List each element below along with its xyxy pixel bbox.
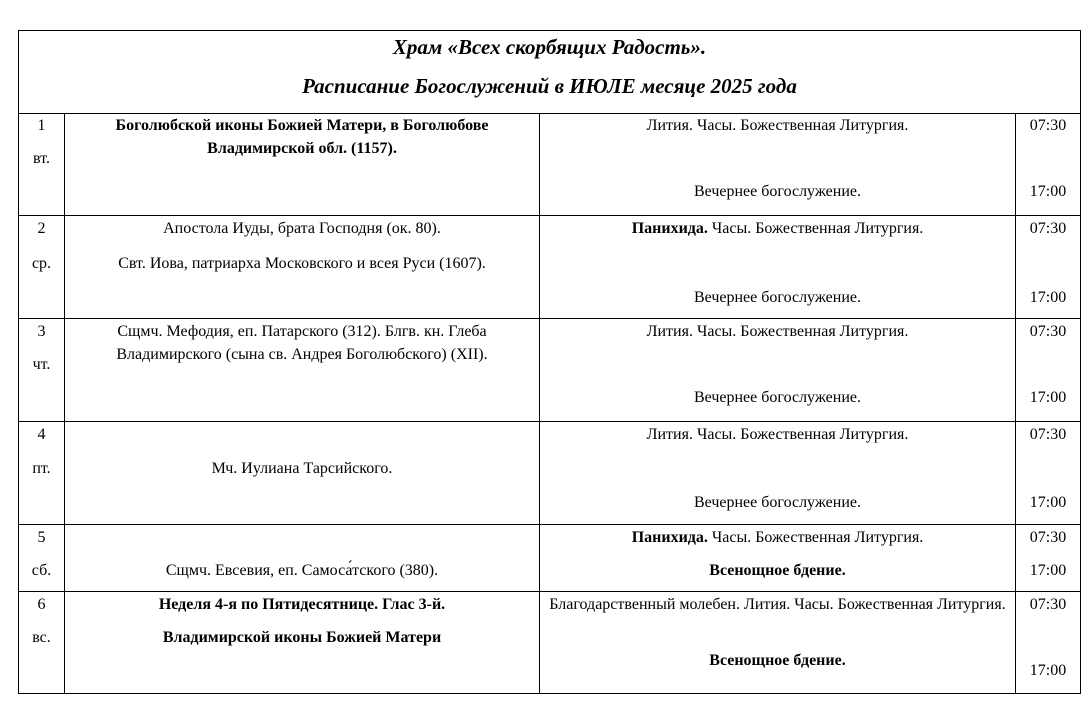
day-cell xyxy=(19,592,65,694)
day-number: 6 xyxy=(37,596,46,613)
feast-cell xyxy=(65,592,540,694)
weekday: чт. xyxy=(32,356,51,373)
feast-text: Неделя 4-я по Пятидесятнице. Глас 3-й. xyxy=(158,596,446,613)
services-cell xyxy=(540,319,1016,421)
service-line: Благодарственный молебен. Лития. Часы. Божественная Литургия. xyxy=(549,596,1006,613)
service-time: 17:00 xyxy=(1029,289,1067,306)
service-time: 07:30 xyxy=(1029,117,1067,134)
day-number: 2 xyxy=(37,220,46,237)
service-time: 07:30 xyxy=(1029,596,1067,613)
table-header xyxy=(19,31,1080,114)
feast-text: Свт. Иова, патриарха Московского и всея Руси (1607). xyxy=(118,255,486,272)
day-cell xyxy=(19,422,65,524)
service-line: Всенощное бдение. xyxy=(709,562,846,579)
day-cell xyxy=(19,525,65,591)
feast-cell xyxy=(65,319,540,421)
service-time: 07:30 xyxy=(1029,220,1067,237)
weekday: вс. xyxy=(32,629,51,646)
weekday: вт. xyxy=(33,150,50,167)
schedule-title: Расписание Богослужений в ИЮЛЕ месяце 2025 года xyxy=(302,74,797,98)
time-cell xyxy=(1016,422,1080,524)
table-row xyxy=(19,592,1080,694)
feast-text: Мч. Иулиана Тарсийского. xyxy=(211,460,393,477)
services-cell xyxy=(540,216,1016,318)
service-line: Лития. Часы. Божественная Литургия. xyxy=(646,426,909,443)
service-time: 17:00 xyxy=(1029,389,1067,406)
services-cell xyxy=(540,422,1016,524)
service-time: 17:00 xyxy=(1029,562,1067,579)
table-row xyxy=(19,319,1080,422)
service-line: Панихида. Часы. Божественная Литургия. xyxy=(631,529,924,546)
feast-text: Апостола Иуды, брата Господня (ок. 80). xyxy=(163,220,441,237)
service-line: Лития. Часы. Божественная Литургия. xyxy=(646,323,909,340)
feast-text: Владимирской иконы Божией Матери xyxy=(162,629,442,646)
day-cell xyxy=(19,319,65,421)
table-row xyxy=(19,525,1080,592)
weekday: ср. xyxy=(31,255,52,272)
time-cell xyxy=(1016,216,1080,318)
services-cell xyxy=(540,592,1016,694)
time-cell xyxy=(1016,319,1080,421)
service-time: 07:30 xyxy=(1029,529,1067,546)
service-line: Вечернее богослужение. xyxy=(693,494,862,511)
feast-cell xyxy=(65,422,540,524)
weekday: пт. xyxy=(32,460,51,477)
day-number: 5 xyxy=(37,529,46,546)
time-cell xyxy=(1016,525,1080,591)
time-cell xyxy=(1016,113,1080,215)
service-line: Панихида. Часы. Божественная Литургия. xyxy=(631,220,924,237)
day-cell xyxy=(19,113,65,215)
service-line: Лития. Часы. Божественная Литургия. xyxy=(646,117,909,134)
feast-cell xyxy=(65,216,540,318)
time-cell xyxy=(1016,592,1080,694)
day-number: 3 xyxy=(37,323,46,340)
table-row xyxy=(19,422,1080,525)
day-number: 4 xyxy=(37,426,46,443)
day-number: 1 xyxy=(37,117,46,134)
schedule-table xyxy=(18,30,1081,694)
service-time: 17:00 xyxy=(1029,662,1067,679)
church-title: Храм «Всех скорбящих Радость». xyxy=(392,35,707,59)
service-time: 07:30 xyxy=(1029,426,1067,443)
service-line: Вечернее богослужение. xyxy=(693,389,862,406)
services-cell xyxy=(540,525,1016,591)
table-row xyxy=(19,216,1080,319)
service-time: 17:00 xyxy=(1029,183,1067,200)
table-row xyxy=(19,113,1080,216)
feast-text: Боголюбской иконы Божией Матери, в Боголюбове Владимирской обл. (1157). xyxy=(115,117,489,157)
services-cell xyxy=(540,113,1016,215)
feast-cell xyxy=(65,113,540,215)
weekday: сб. xyxy=(31,562,52,579)
service-time: 07:30 xyxy=(1029,323,1067,340)
feast-text: Сщмч. Мефодия, еп. Патарского (312). Блгв. кн. Глеба Владимирского (сына св. Андрея Боголюбского) (XII). xyxy=(116,323,488,363)
feast-cell xyxy=(65,525,540,591)
feast-text: Сщмч. Евсевия, еп. Самоса́тского (380). xyxy=(165,562,439,579)
service-line: Вечернее богослужение. xyxy=(693,183,862,200)
day-cell xyxy=(19,216,65,318)
service-time: 17:00 xyxy=(1029,494,1067,511)
service-line: Всенощное бдение. xyxy=(709,652,846,669)
service-line: Вечернее богослужение. xyxy=(693,289,862,306)
